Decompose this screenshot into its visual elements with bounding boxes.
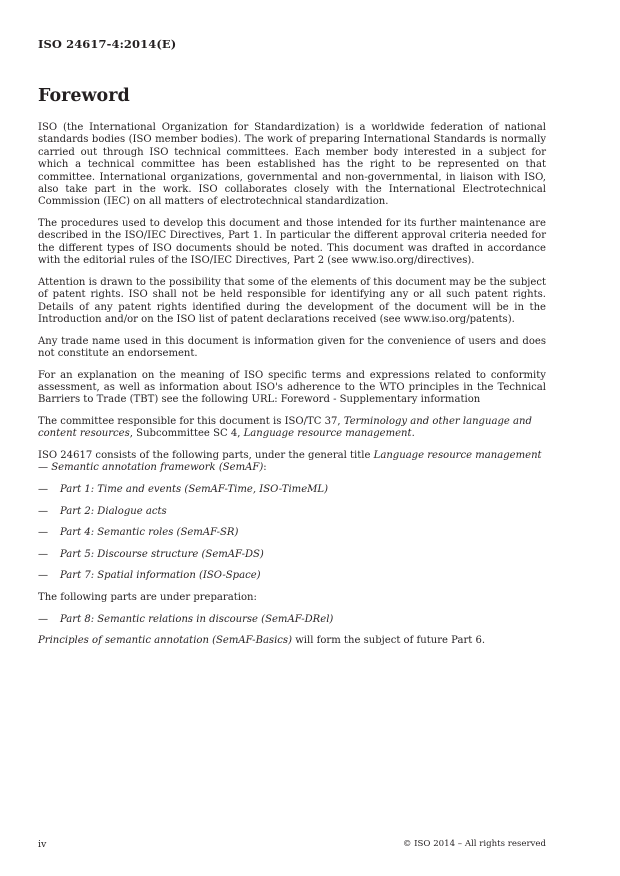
dash-bullet: — [38,548,49,560]
dash-bullet: — [38,484,49,496]
list-item: — Part 8: Semantic relations in discourse (SemAF-DRel) [38,613,334,625]
list-item: — Part 1: Time and events (SemAF-Time, ISO-TimeML) [38,484,329,496]
paragraph-patents: Attention is drawn to the possibility that some of the elements of this document may be the subject of patent rights. ISO shall not be held responsible for identifying any or all such patent rights. Details of any patent rights identified during the development of the document will be in the Introduction and/or on the ISO list of patent declarations received (see www.iso.org/patents). [38,276,546,326]
list-item: — Part 2: Dialogue acts [38,505,167,517]
list-item: — Part 5: Discourse structure (SemAF-DS) [38,548,264,560]
list-item: — Part 7: Spatial information (ISO-Space) [38,570,261,582]
paragraph-future-part: Principles of semantic annotation (SemAF-Basics) will form the subject of future Part 6. [38,635,486,647]
dash-bullet: — [38,505,49,517]
paragraph-conformity: For an explanation on the meaning of ISO specific terms and expressions related to conformity assessment, as well as information about ISO's adherence to the WTO principles in the Technical Barriers to Trade (TBT) see the following URL: Foreword - Supplementary information [38,369,546,406]
paragraph-under-preparation: The following parts are under preparation: [38,592,257,604]
supplementary-info-link[interactable]: Foreword - Supplementary information [280,394,481,406]
dash-bullet: — [38,570,49,582]
document-id-header: ISO 24617-4:2014(E) [38,37,177,51]
paragraph-parts-intro: ISO 24617 consists of the following parts, under the general title Language resource management — Semantic annotation framework (SemAF): [38,450,542,474]
foreword-body [38,122,546,657]
page-title: Foreword [38,86,130,106]
paragraph-iso-intro: ISO (the International Organization for Standardization) is a worldwide federation of national standards bodies (ISO member bodies). The work of preparing International Standards is normally carried out through ISO technical committees. Each member body interested in a subject for which a technical committee has been established has the right to be represented on that committee. International organizations, governmental and non-governmental, in liaison with ISO, also take part in the work. ISO collaborates closely with the International Electrotechnical Commission (IEC) on all matters of electrotechnical standardization. [38,122,546,208]
dash-bullet: — [38,613,49,625]
copyright-notice: © ISO 2014 – All rights reserved [402,839,546,849]
paragraph-committee: The committee responsible for this document is ISO/TC 37, Terminology and other language and content resources, Subcommittee SC 4, Language resource management. [38,416,532,440]
list-item: — Part 4: Semantic roles (SemAF-SR) [38,527,239,539]
paragraph-procedures: The procedures used to develop this document and those intended for its further maintenance are described in the ISO/IEC Directives, Part 1. In particular the different approval criteria needed for the different types of ISO documents should be noted. This document was drafted in accordance with the editorial rules of the ISO/IEC Directives, Part 2 (see www.iso.org/directives). [38,218,546,267]
page-number: iv [38,839,47,850]
paragraph-trade-name: Any trade name used in this document is information given for the convenience of users and does not constitute an endorsement. [38,335,546,360]
dash-bullet: — [38,527,49,539]
